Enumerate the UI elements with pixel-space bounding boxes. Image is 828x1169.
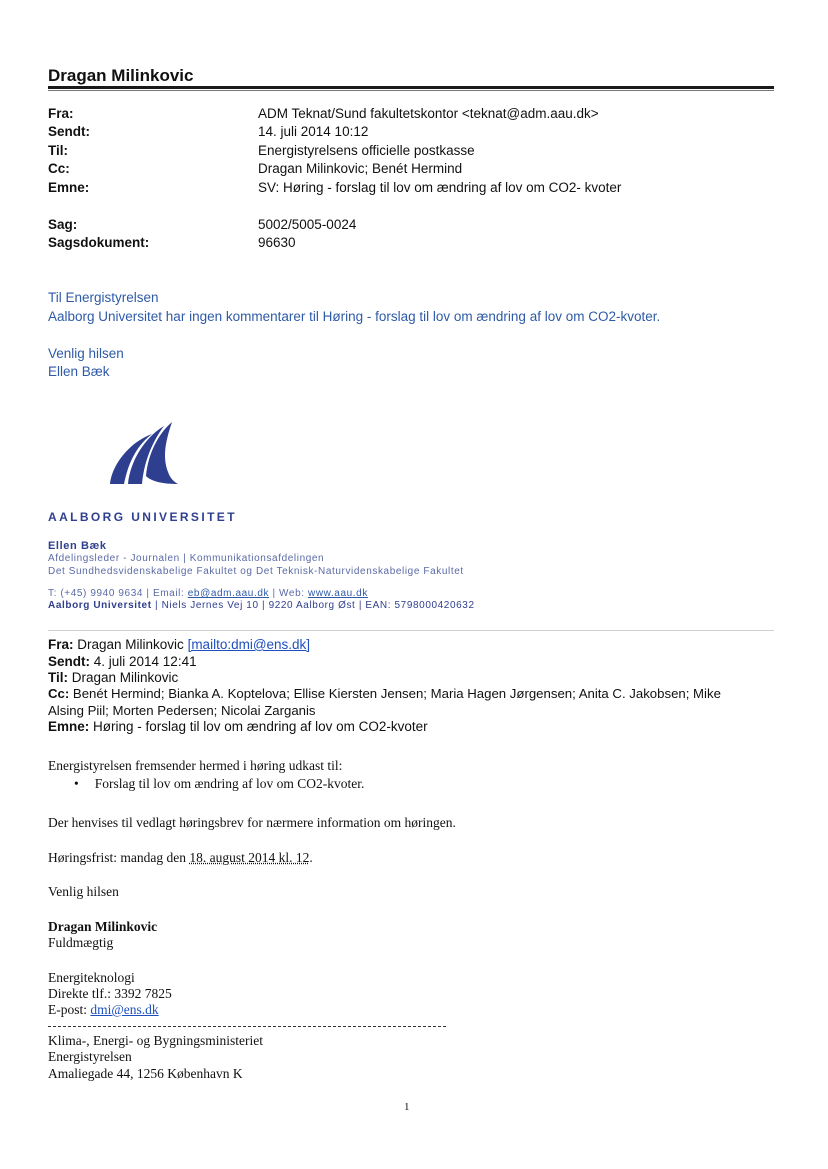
- separator-line: [48, 630, 774, 631]
- signature-address-rest: | Niels Jernes Vej 10 | 9220 Aalborg Øst | EAN: 5798000420632: [151, 600, 475, 611]
- sender-department: Energiteknologi: [48, 970, 135, 985]
- signature-address-org: Aalborg Universitet: [48, 600, 152, 611]
- header-from-label: Fra:: [48, 106, 74, 121]
- aau-logo-icon: [108, 420, 188, 490]
- deadline-prefix: Høringsfrist: mandag den: [48, 850, 190, 865]
- fw-to: [48, 670, 178, 685]
- reply-name: Ellen Bæk: [48, 364, 110, 379]
- signature-email-link[interactable]: eb@adm.aau.dk: [187, 588, 270, 599]
- signature-web-link[interactable]: www.aau.dk: [308, 588, 368, 599]
- letter-bullet: [74, 776, 364, 792]
- header-from-value: ADM Teknat/Sund fakultetskontor <teknat@adm.aau.dk>: [258, 106, 599, 121]
- fw-mailto-link[interactable]: [mailto:dmi@ens.dk]: [187, 637, 311, 652]
- agency: Energistyrelsen: [48, 1049, 132, 1064]
- signature-line-1: Afdelingsleder - Journalen | Kommunikationsafdelingen: [48, 553, 325, 564]
- signature-contact-prefix: T: (+45) 9940 9634 | Email:: [48, 588, 188, 599]
- dashed-separator: [48, 1026, 446, 1027]
- fw-sent: [48, 654, 197, 669]
- page-title: Dragan Milinkovic: [48, 66, 194, 85]
- case-label: Sag:: [48, 217, 78, 232]
- sender-email-link[interactable]: dmi@ens.dk: [90, 1002, 159, 1017]
- title-rule-thin: [48, 90, 774, 91]
- fw-subject-value: Høring - forslag til lov om ændring af lov om CO2-kvoter: [89, 719, 428, 734]
- reply-closing: Venlig hilsen: [48, 346, 124, 361]
- letter-intro: Energistyrelsen fremsender hermed i høring udkast til:: [48, 758, 343, 773]
- bullet-text: Forslag til lov om ændring af lov om CO2-kvoter.: [94, 776, 365, 791]
- letter-reference: Der henvises til vedlagt høringsbrev for nærmere information om høringen.: [48, 815, 456, 830]
- title-rule: [48, 86, 774, 89]
- signature-address: [48, 600, 475, 611]
- case-document-label: Sagsdokument:: [48, 235, 150, 250]
- case-value: 5002/5005-0024: [258, 217, 357, 232]
- page-number: 1: [404, 1101, 410, 1113]
- university-name: AALBORG UNIVERSITET: [48, 510, 237, 524]
- fw-cc-value: Benét Hermind; Bianka A. Koptelova; Ellise Kiersten Jensen; Maria Hagen Jørgensen; Anita C. Jakobsen; Mike: [69, 686, 721, 701]
- header-sent-value: 14. juli 2014 10:12: [258, 124, 369, 139]
- fw-cc-label: Cc:: [48, 686, 70, 701]
- signature-line-2: Det Sundhedsvidenskabelige Fakultet og Det Teknisk-Naturvidenskabelige Fakultet: [48, 566, 464, 577]
- header-cc-value: Dragan Milinkovic; Benét Hermind: [258, 161, 463, 176]
- header-subject-label: Emne:: [48, 180, 90, 195]
- header-cc-label: Cc:: [48, 161, 70, 176]
- signature-web-prefix: | Web:: [269, 588, 308, 599]
- ministry: Klima-, Energi- og Bygningsministeriet: [48, 1033, 263, 1048]
- deadline-suffix: .: [309, 850, 313, 865]
- header-to-value: Energistyrelsens officielle postkasse: [258, 143, 475, 158]
- sender-phone: Direkte tlf.: 3392 7825: [48, 986, 172, 1001]
- fw-from-value: Dragan Milinkovic: [73, 637, 188, 652]
- fw-sent-value: 4. juli 2014 12:41: [90, 654, 197, 669]
- fw-subject-label: Emne:: [48, 719, 90, 734]
- header-sent-label: Sendt:: [48, 124, 90, 139]
- case-document-value: 96630: [258, 235, 296, 250]
- header-subject-value: SV: Høring - forslag til lov om ændring af lov om CO2- kvoter: [258, 180, 622, 195]
- header-to-label: Til:: [48, 143, 68, 158]
- letter-deadline: [48, 850, 313, 866]
- fw-cc-continued: Alsing Piil; Morten Pedersen; Nicolai Zarganis: [48, 703, 316, 718]
- fw-subject: [48, 719, 428, 734]
- fw-to-label: Til:: [48, 670, 68, 685]
- fw-cc: [48, 686, 721, 701]
- reply-greeting: Til Energistyrelsen: [48, 290, 159, 305]
- address: Amaliegade 44, 1256 København K: [48, 1066, 243, 1081]
- reply-line: Aalborg Universitet har ingen kommentarer til Høring - forslag til lov om ændring af lov om CO2-kvoter.: [48, 309, 661, 324]
- sender-email: [48, 1002, 159, 1018]
- sender-email-label: E-post:: [48, 1002, 91, 1017]
- signature-contact: [48, 588, 368, 599]
- signature-name: Ellen Bæk: [48, 540, 107, 552]
- bullet-symbol: •: [74, 776, 79, 791]
- letter-closing: Venlig hilsen: [48, 884, 119, 899]
- fw-to-value: Dragan Milinkovic: [68, 670, 179, 685]
- fw-from-label: Fra:: [48, 637, 74, 652]
- sender-name: Dragan Milinkovic: [48, 919, 158, 934]
- fw-from: [48, 637, 310, 652]
- sender-title: Fuldmægtig: [48, 935, 114, 950]
- deadline-date: 18. august 2014 kl. 12: [189, 850, 310, 865]
- fw-sent-label: Sendt:: [48, 654, 90, 669]
